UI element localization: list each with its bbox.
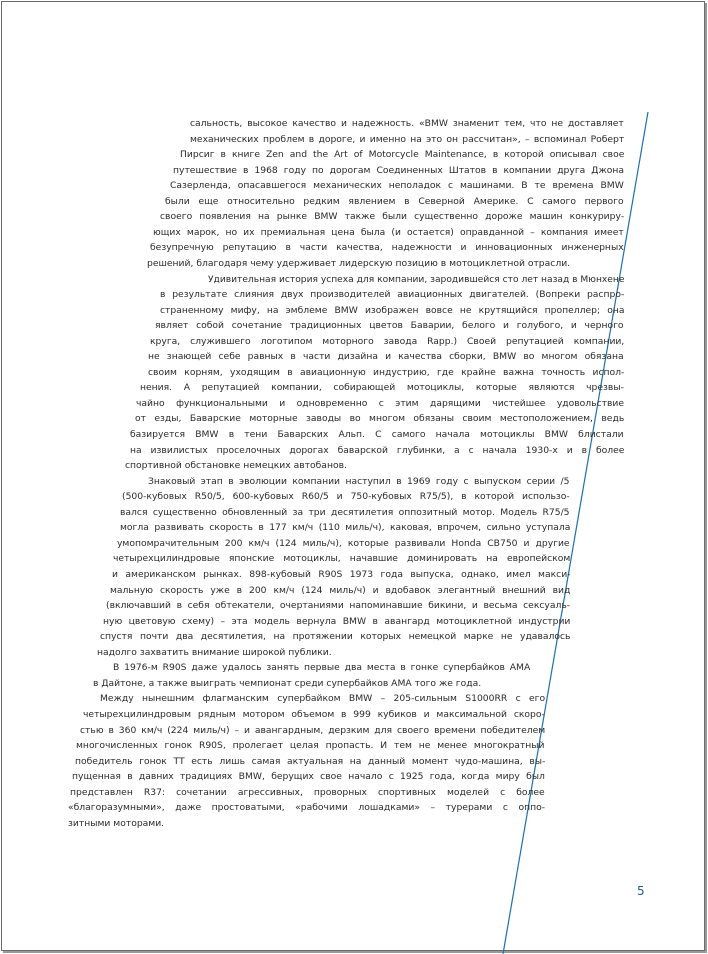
text-line: от езды, Баварские моторные заводы во многом обязаны своим местоположением, ведь	[135, 413, 625, 425]
text-line: сальность, высокое качество и надежность. «BMW знаменит тем, что не доставляет	[190, 118, 624, 129]
text-line: Удивительная история успеха для компании, зародившейся сто лет назад в Мюнхене	[208, 273, 625, 285]
text-line: чайно функциональными и одновременно с этим дарящими чистейшее удовольствие	[136, 397, 625, 409]
text-line: ющих марок, но их премиальная цена была (и остается) оправданной – компания имеет	[153, 226, 624, 238]
text-line: в Дайтоне, а также выиграть чемпионат среди супербайков AMA того же года.	[93, 677, 482, 689]
text-line: Пирсиг в книге Zen and the Art of Motorcycle Maintenance, в которой описывал свое	[180, 149, 625, 161]
text-line: решений, благодаря чему удерживает лидерскую позицию в мотоциклетной отрасли.	[147, 258, 571, 269]
text-line: надолго захватить внимание широкой публики.	[97, 646, 332, 658]
text-line: (500-кубовых R50/5, 600-кубовых R60/5 и 750-кубовых R75/5), в которой использо-	[122, 491, 570, 503]
text-line: зитными моторами.	[68, 817, 165, 829]
text-line: безупречную репутацию в части качества, надежности и инновационных инженерных	[150, 242, 624, 254]
text-line: Между нынешним флагманским супербайком BMW – 205-сильным S1000RR с его	[100, 693, 546, 705]
text-line: нения. А репутацией компании, собирающей мотоциклы, которые являются чрезвы-	[140, 382, 624, 394]
text-line: «благоразумными», даже простоватыми, «рабочими лошадками» – турерами с оппо-	[68, 802, 546, 814]
text-line: (включавший в себя обтекатели, очертаниями напоминавшие бикини, и весьма сексуаль-	[106, 600, 571, 611]
text-line: победитель гонок TT есть лишь самая актуальная на данный момент чудо-машина, вы-	[75, 755, 546, 767]
text-line: страненному мифу, на эмблеме BMW изображен вовсе не крутящийся пропеллер; она	[160, 304, 625, 316]
text-line: круга, служившего логотипом моторного завода Rapp.) Своей репутацией компании,	[150, 335, 625, 347]
text-line: мальную скорость уже в 200 км/ч (124 миль/ч) и вдобавок элегантный внешний вид	[110, 584, 571, 596]
text-line: В 1976-м R90S даже удалось занять первые два места в гонке супербайков AMA	[113, 662, 531, 674]
text-line: и американском рынках. 898-кубовый R90S 1973 года выпуска, однако, имел макси-	[112, 569, 571, 580]
text-line: своим корням, уходящим в авиационную индустрию, где крайне важна точность испол-	[148, 366, 625, 378]
text-line: четырехцилиндровые японские мотоциклы, начавшие доминировать на европейском	[113, 553, 571, 565]
text-line: механических проблем в дороге, и именно на это он рассчитан», – вспоминал Роберт	[190, 133, 625, 145]
text-line: пущенная в давних традициях BMW, берущих свое начало с 1925 года, когда миру был	[72, 771, 545, 783]
text-line: ную цветовую схему) – эта модель вернула BMW в авангард мотоциклетной индустрии	[103, 615, 571, 627]
text-line: путешествие в 1968 году по дорогам Соединенных Штатов в компании друга Джона	[173, 164, 625, 176]
text-line: являет собой сочетание традиционных цветов Баварии, белого и голубого, и черного	[155, 320, 624, 332]
text-line: Знаковый этап в эволюции компании наступил в 1969 году с выпуском серии /5	[148, 475, 570, 487]
text-line: могла развивать скорость в 177 км/ч (110 миль/ч), каковая, впрочем, сильно уступала	[120, 522, 571, 534]
page-number: 5	[637, 884, 645, 898]
text-line: стью в 360 км/ч (224 миль/ч) – и авангардным, дерзким для своего времени победителем	[80, 724, 546, 736]
text-line: многочисленных гонок R90S, пролегает целая пропасть. И тем не менее многократный	[76, 740, 545, 751]
text-line: своего появления на рынке BMW также были существенно дороже машин конкуриру-	[160, 211, 625, 223]
text-line: вался существенно обновленный за три десятилетия оппозитный мотор. Модель R75/5	[120, 506, 570, 518]
text-line: спортивной обстановке немецких автобанов.	[125, 460, 347, 472]
text-line: базируется BMW в тени Баварских Альп. С самого начала мотоциклы BMW блистали	[130, 429, 624, 440]
text-line: умопомрачительным 200 км/ч (124 миль/ч), которые развивали Honda CB750 и другие	[117, 537, 570, 549]
text-line: Сазерленда, опасавшегося механических неполадок с машинами. В те времена BMW	[170, 180, 624, 192]
text-line: не знающей себе равных в части дизайна и качества сборки, BMW во многом обязана	[148, 351, 624, 363]
text-line: представлен R37: сочетании агрессивных, проворных спортивных моделей с более	[70, 786, 545, 798]
text-line: были еще относительно редким явлением в Северной Америке. С самого первого	[165, 195, 624, 207]
text-line: на извилистых проселочных дорогах баварской глубинки, а с начала 1930-х и в более	[130, 444, 625, 456]
text-line: спустя почти два десятилетия, на протяжении которых немецкой марке не удавалось	[100, 631, 571, 643]
text-line: в результате слияния двух производителей авиационных двигателей. (Вопреки распро-	[160, 289, 625, 301]
text-line: четырехцилиндровым рядным мотором объемом в 999 кубиков и максимальной скоро-	[83, 708, 545, 720]
